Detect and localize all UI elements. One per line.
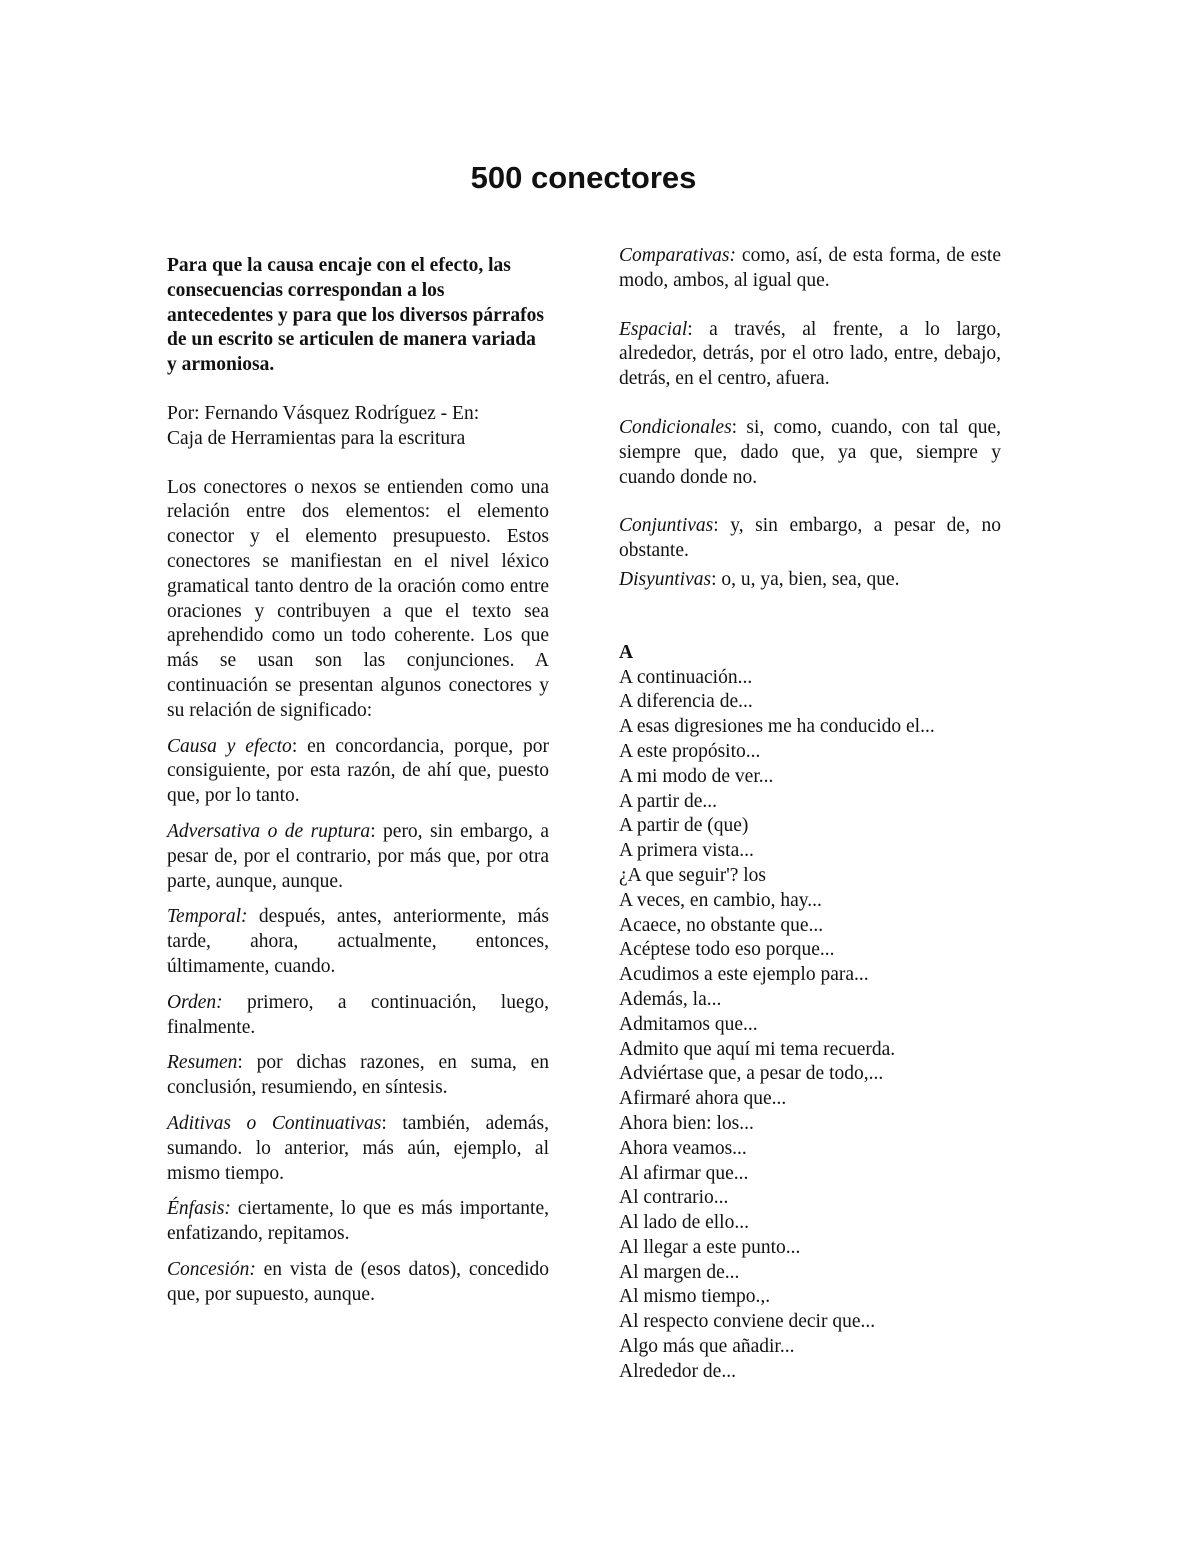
- byline-source: Caja de Herramientas para la escritura: [167, 427, 466, 449]
- category-label: Resumen: [167, 1052, 238, 1074]
- category-sep: :: [370, 820, 376, 842]
- category-text: si, como, cuando, con tal que, siempre que, dado que, ya que, siempre y cuando donde no.: [619, 416, 1001, 488]
- list-item: Al lado de ello...: [619, 1212, 749, 1234]
- category-text: en vista de (esos datos), concedido que, por supuesto, aunque.: [167, 1258, 549, 1305]
- category-sep: :: [291, 735, 298, 757]
- list-item: Acéptese todo eso porque...: [619, 939, 835, 961]
- intro-paragraph: Para que la causa encaje con el efecto, las consecuencias correspondan a los antecedentes y para que los diversos párrafos de un escrito se articulen de manera variada y armoniosa.: [167, 255, 544, 376]
- category-enfasis: [167, 1197, 549, 1247]
- category-text: en concordancia, porque, por consiguiente, por esta razón, de ahí que, puesto que, por lo tanto.: [167, 735, 549, 807]
- category-sep: :: [711, 568, 717, 590]
- list-item: A partir de...: [619, 790, 718, 812]
- category-text: ciertamente, lo que es más importante, enfatizando, repitamos.: [167, 1198, 549, 1245]
- list-item: Afirmaré ahora que...: [619, 1088, 787, 1110]
- category-sep: :: [731, 416, 738, 438]
- list-item: A primera vista...: [619, 840, 754, 862]
- category-label: Orden:: [167, 991, 223, 1013]
- list-item: A este propósito...: [619, 740, 761, 762]
- list-item: Al mismo tiempo.,.: [619, 1286, 771, 1308]
- byline-author: Por: Fernando Vásquez Rodríguez - En:: [167, 402, 480, 424]
- document-title: 500 conectores: [470, 160, 697, 195]
- category-sep: :: [237, 1052, 243, 1074]
- category-text: o, u, ya, bien, sea, que.: [716, 568, 900, 590]
- list-item: Alrededor de...: [619, 1360, 736, 1382]
- category-concesion: [167, 1258, 549, 1308]
- list-item: ¿A que seguir'? los: [619, 864, 767, 886]
- category-temporal: [167, 905, 549, 979]
- category-condicionales: [619, 416, 1001, 490]
- list-item: A partir de (que): [619, 815, 749, 837]
- list-item: Algo más que añadir...: [619, 1336, 795, 1358]
- category-label: Énfasis:: [167, 1198, 231, 1220]
- category-label: Disyuntivas: [619, 568, 712, 590]
- list-item: Adviértase que, a pesar de todo,...: [619, 1063, 884, 1085]
- list-item: Al contrario...: [619, 1187, 729, 1209]
- list-item: Al respecto conviene decir que...: [619, 1311, 876, 1333]
- category-label: Condicionales: [619, 416, 732, 438]
- list-item: A veces, en cambio, hay...: [619, 889, 822, 911]
- list-item: Admitamos que...: [619, 1013, 758, 1035]
- category-label: Adversativa o de ruptura: [167, 820, 371, 842]
- category-label: Concesión:: [167, 1258, 256, 1280]
- list-item: Al margen de...: [619, 1261, 740, 1283]
- category-sep: :: [381, 1112, 387, 1134]
- list-item: Acudimos a este ejemplo para...: [619, 964, 869, 986]
- category-label: Espacial: [619, 318, 688, 340]
- list-item: Admito que aquí mi tema recuerda.: [619, 1038, 896, 1060]
- category-text: primero, a continuación, luego, finalmente.: [167, 991, 549, 1038]
- connector-list: [619, 666, 1001, 1385]
- list-item: A esas digresiones me ha conducido el...: [619, 716, 935, 738]
- category-aditivas: [167, 1112, 549, 1186]
- right-column: [619, 244, 1001, 1385]
- category-text: por dichas razones, en suma, en conclusión, resumiendo, en síntesis.: [167, 1052, 549, 1099]
- list-item: Ahora veamos...: [619, 1137, 747, 1159]
- category-comparativas: [619, 244, 1001, 294]
- category-label: Aditivas o Continuativas: [167, 1112, 382, 1134]
- category-resumen: [167, 1051, 549, 1101]
- body-paragraph: Los conectores o nexos se entienden como una relación entre dos elementos: el elemento conector y el elemento presupuesto. Estos conectores se manifiestan en el nivel léxico gramatical tanto dentro de la oración como entre oraciones y contribuyen a que el texto sea aprehendido como un todo coherente. Los que más se usan son las conjunciones. A continuación se presentan algunos conectores y su relación de significado:: [167, 476, 549, 721]
- category-text: también, además, sumando. lo anterior, más aún, ejemplo, al mismo tiempo.: [167, 1112, 549, 1184]
- list-item: A continuación...: [619, 666, 753, 688]
- category-text: como, así, de esta forma, de este modo, ambos, al igual que.: [619, 245, 1001, 291]
- left-column: [167, 254, 549, 1318]
- category-label: Comparativas:: [619, 245, 736, 266]
- list-item: Al llegar a este punto...: [619, 1236, 801, 1258]
- category-label: Temporal:: [167, 906, 248, 928]
- category-adversativa: [167, 820, 549, 894]
- category-label: Conjuntivas: [619, 515, 714, 537]
- list-item: A mi modo de ver...: [619, 765, 774, 787]
- category-label: Causa y efecto: [167, 735, 292, 757]
- category-causa-efecto: [167, 735, 549, 809]
- category-text: después, antes, anteriormente, más tarde, ahora, actualmente, entonces, últimamente, cuando.: [167, 906, 549, 977]
- list-item: Acaece, no obstante que...: [619, 914, 824, 936]
- category-sep: :: [713, 515, 719, 537]
- category-orden: [167, 991, 549, 1041]
- category-disyuntivas: [619, 568, 1001, 593]
- list-item: A diferencia de...: [619, 691, 753, 713]
- category-sep: :: [687, 318, 693, 340]
- category-text: y, sin embargo, a pesar de, no obstante.: [619, 515, 1001, 562]
- list-item: Al afirmar que...: [619, 1162, 749, 1184]
- list-item: Además, la...: [619, 988, 722, 1010]
- list-item: Ahora bien: los...: [619, 1112, 754, 1134]
- category-text: a través, al frente, a lo largo, alrededor, detrás, por el otro lado, entre, debajo, detrás, en el centro, afuera.: [619, 318, 1001, 390]
- section-letter: A: [619, 641, 634, 663]
- category-espacial: [619, 318, 1001, 392]
- category-conjuntivas: [619, 514, 1001, 564]
- byline: [167, 402, 549, 452]
- category-text: pero, sin embargo, a pesar de, por el contrario, por más que, por otra parte, aunque, aunque.: [167, 820, 550, 892]
